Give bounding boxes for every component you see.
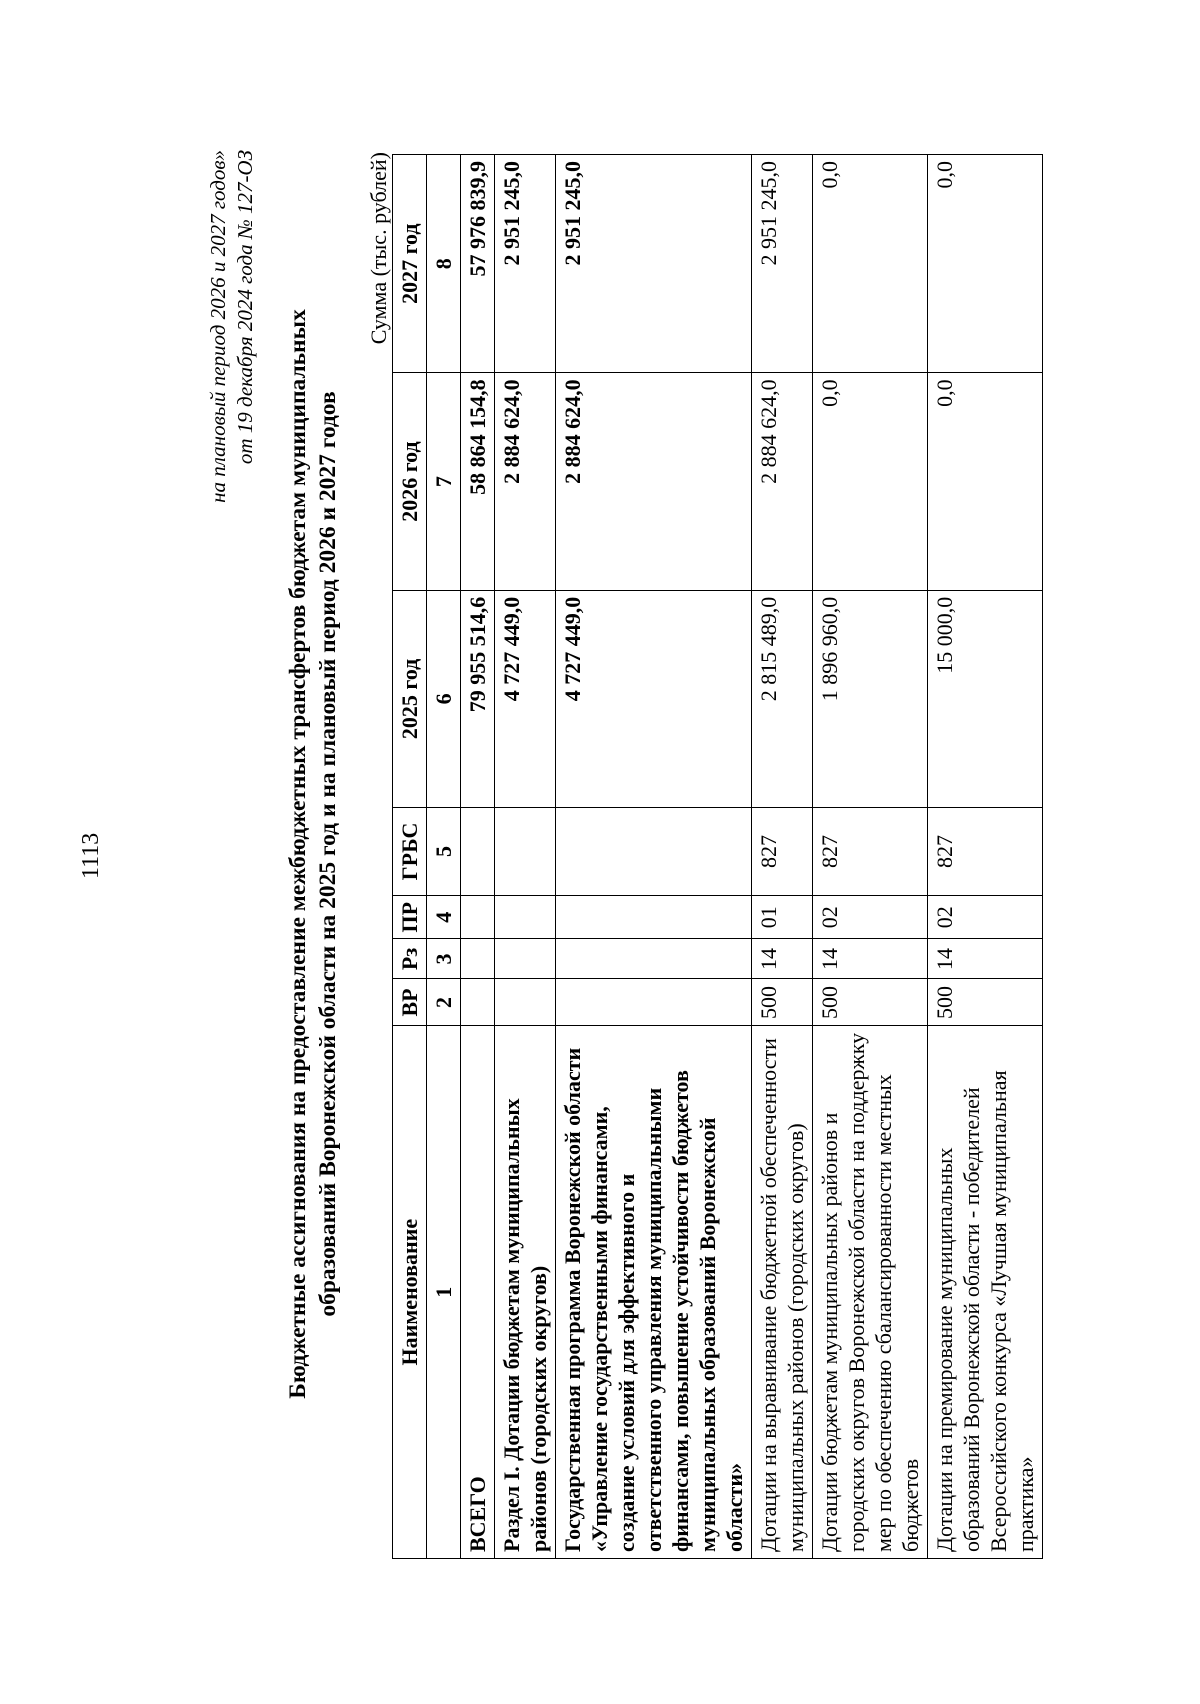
row-2027: 0,0 <box>813 155 928 373</box>
row-pr <box>461 895 495 939</box>
row-2026: 2 884 624,0 <box>495 373 556 590</box>
table-row <box>752 155 813 1559</box>
row-2026: 58 864 154,8 <box>461 373 495 590</box>
row-grbs <box>461 808 495 896</box>
row-2027: 2 951 245,0 <box>495 155 556 373</box>
unit-label: Сумма (тыс. рублей) <box>366 152 391 345</box>
index-cell: 7 <box>427 373 461 590</box>
row-2025: 2 815 489,0 <box>752 590 813 807</box>
index-cell: 3 <box>427 939 461 979</box>
header-grbs: ГРБС <box>393 808 427 896</box>
row-vr <box>556 979 752 1026</box>
row-vr: 500 <box>813 979 928 1026</box>
index-cell: 8 <box>427 155 461 373</box>
row-name: Государственная программа Воронежской области «Управление государственными финансами, создание условий для эффективного и ответственного управления муниципальными финансами, повышение устойчивости бюджетов муниципальных образований Воронежской области» <box>556 1026 752 1559</box>
row-vr <box>461 979 495 1026</box>
header-pr: ПР <box>393 895 427 939</box>
header-2025: 2025 год <box>393 590 427 807</box>
row-rz: 14 <box>752 939 813 979</box>
table-row <box>556 155 752 1559</box>
index-cell: 5 <box>427 808 461 896</box>
document-title <box>283 144 343 1564</box>
row-pr: 02 <box>928 895 1043 939</box>
row-rz: 14 <box>813 939 928 979</box>
law-reference-line2: от 19 декабря 2024 года № 127-ОЗ <box>233 150 257 465</box>
row-2026: 2 884 624,0 <box>752 373 813 590</box>
row-pr <box>495 895 556 939</box>
law-reference-line1: на плановый период 2026 и 2027 годов» <box>206 150 230 503</box>
row-vr <box>495 979 556 1026</box>
row-2027: 0,0 <box>928 155 1043 373</box>
header-vr: ВР <box>393 979 427 1026</box>
row-2025: 1 896 960,0 <box>813 590 928 807</box>
row-grbs: 827 <box>752 808 813 896</box>
row-name: Дотации на выравнивание бюджетной обеспеченности муниципальных районов (городских округов) <box>752 1026 813 1559</box>
row-rz <box>556 939 752 979</box>
page-number: 1113 <box>78 832 104 879</box>
row-name: Дотации бюджетам муниципальных районов и городских округов Воронежской области на поддержку мер по обеспечению сбалансированности местных бюджетов <box>813 1026 928 1559</box>
header-rz: Рз <box>393 939 427 979</box>
row-pr: 02 <box>813 895 928 939</box>
index-cell: 6 <box>427 590 461 807</box>
row-rz <box>461 939 495 979</box>
index-cell: 2 <box>427 979 461 1026</box>
row-rz <box>495 939 556 979</box>
header-2026: 2026 год <box>393 373 427 590</box>
row-2026: 2 884 624,0 <box>556 373 752 590</box>
row-2025: 15 000,0 <box>928 590 1043 807</box>
table-row-total <box>461 155 495 1559</box>
row-2026: 0,0 <box>813 373 928 590</box>
document-title-line2: образований Воронежской области на 2025 год и на плановый период 2026 и 2027 годов <box>315 391 341 1317</box>
header-2027: 2027 год <box>393 155 427 373</box>
table-row <box>813 155 928 1559</box>
row-2027: 57 976 839,9 <box>461 155 495 373</box>
row-name: Раздел I. Дотации бюджетам муниципальных районов (городских округов) <box>495 1026 556 1559</box>
row-pr: 01 <box>752 895 813 939</box>
header-row <box>393 155 427 1559</box>
row-grbs: 827 <box>813 808 928 896</box>
document-title-line1: Бюджетные ассигнования на предоставление межбюджетных трансфертов бюджетам муниципальных <box>285 309 311 1399</box>
row-2025: 4 727 449,0 <box>495 590 556 807</box>
index-cell: 4 <box>427 895 461 939</box>
row-grbs <box>495 808 556 896</box>
table-row <box>495 155 556 1559</box>
row-2027: 2 951 245,0 <box>752 155 813 373</box>
row-name: Дотации на премирование муниципальных образований Воронежской области - победителей Всероссийского конкурса «Лучшая муниципальная практика» <box>928 1026 1043 1559</box>
row-name: ВСЕГО <box>461 1026 495 1559</box>
row-2025: 4 727 449,0 <box>556 590 752 807</box>
row-2026: 0,0 <box>928 373 1043 590</box>
row-vr: 500 <box>928 979 1043 1026</box>
row-2025: 79 955 514,6 <box>461 590 495 807</box>
law-reference <box>205 150 259 503</box>
row-rz: 14 <box>928 939 1043 979</box>
index-cell: 1 <box>427 1026 461 1559</box>
row-pr <box>556 895 752 939</box>
row-grbs <box>556 808 752 896</box>
budget-table <box>392 154 1043 1559</box>
table-row <box>928 155 1043 1559</box>
header-name: Наименование <box>393 1026 427 1559</box>
row-2027: 2 951 245,0 <box>556 155 752 373</box>
index-row <box>427 155 461 1559</box>
row-grbs: 827 <box>928 808 1043 896</box>
row-vr: 500 <box>752 979 813 1026</box>
